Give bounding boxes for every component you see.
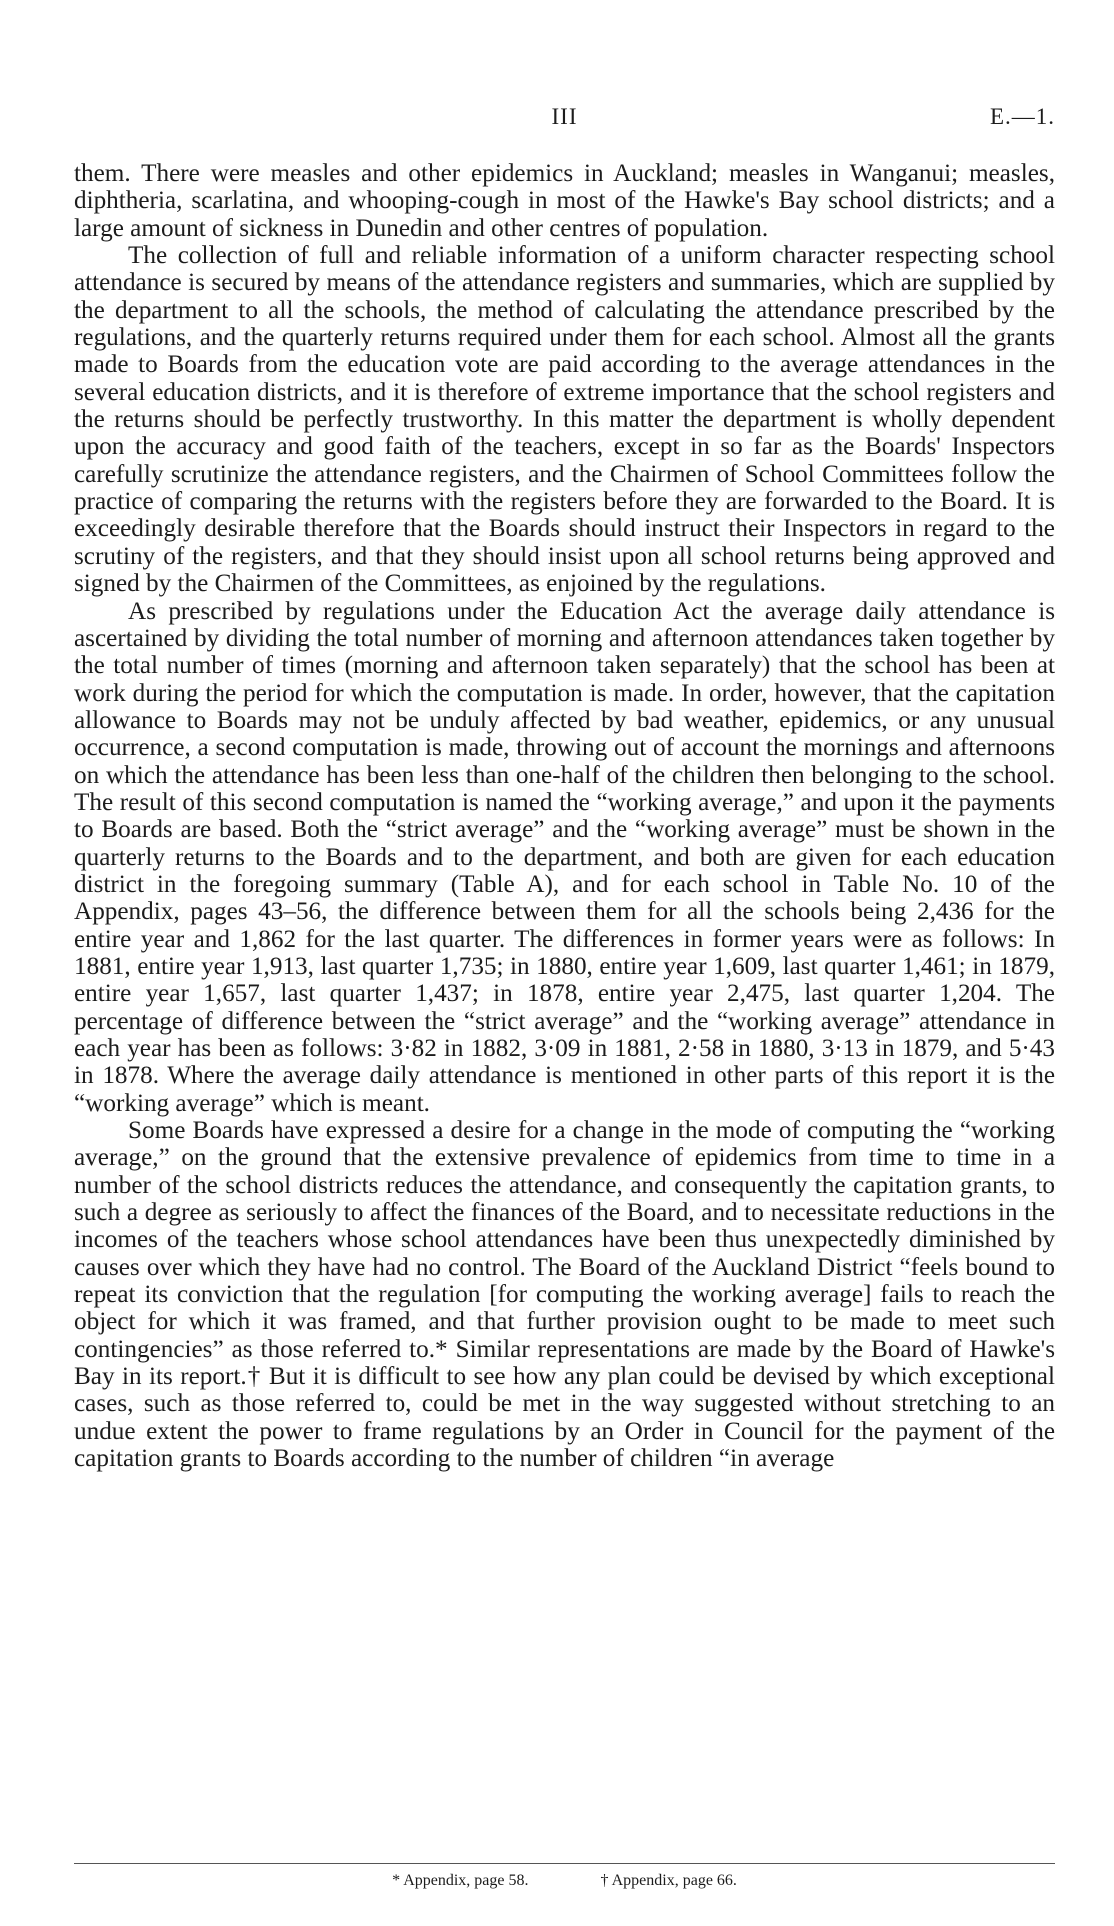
paragraph-working-average: As prescribed by regulations under the Education Act the average daily attendance is ascertained by dividing the total number of morning and afternoon attendances taken together by the total number of times (morning and afternoon taken separately) that the school has been at work during the period for which the computation is made. In order, however, that the capitation allowance to Boards may not be unduly affected by bad weather, epidemics, or any unusual occurrence, a second computation is made, throwing out of account the mornings and afternoons on which the attendance has been less than one-half of the children then belonging to the school. The result of this second computation is named the “working average,” and upon it the payments to Boards are based. Both the “strict average” and the “working average” must be shown in the quarterly returns to the Boards and to the department, and both are given for each education district in the foregoing summary (Table A), and for each school in Table No. 10 of the Appendix, pages 43–56, the difference between them for all the schools being 2,436 for the entire year and 1,862 for the last quarter. The differences in former years were as follows: In 1881, entire year 1,913, last quarter 1,735; in 1880, entire year 1,609, last quarter 1,461; in 1879, entire year 1,657, last quarter 1,437; in 1878, entire year 2,475, last quarter 1,204. The percentage of difference between the “strict average” and the “working average” attendance in each year has been as follows: 3·82 in 1882, 3·09 in 1881, 2·58 in 1880, 3·13 in 1879, and 5·43 in 1878. Where the average daily attendance is mentioned in other parts of this report it is the “working average” which is meant.	[74, 597, 1055, 1117]
footnotes	[74, 1872, 1055, 1890]
page-header	[74, 104, 1055, 134]
footnote-divider	[74, 1863, 1055, 1864]
page-number: III	[551, 104, 578, 129]
footnote-2: † Appendix, page 66.	[600, 1872, 737, 1889]
body-text	[74, 160, 1055, 1473]
paragraph-boards-request: Some Boards have expressed a desire for a change in the mode of computing the “working average,” on the ground that the extensive prevalence of epidemics from time to time in a number of the school districts reduces the attendance, and consequently the capitation grants, to such a degree as seriously to affect the finances of the Board, and to necessitate reductions in the incomes of the teachers whose school attendances have been thus unexpectedly diminished by causes over which they have had no control. The Board of the Auckland District “feels bound to repeat its conviction that the regulation [for computing the working average] fails to reach the object for which it was framed, and that further provision ought to be made to meet such contingencies” as those referred to.* Similar representations are made by the Board of Hawke's Bay in its report.† But it is difficult to see how any plan could be devised by which exceptional cases, such as those referred to, could be met in the way suggested without stretching to an undue extent the power to frame regulations by an Order in Council for the payment of the capitation grants to Boards according to the number of children “in average	[74, 1117, 1055, 1473]
paragraph-continuation: them. There were measles and other epidemics in Auckland; measles in Wanganui; measles, diphtheria, scarlatina, and whooping-cough in most of the Hawke's Bay school districts; and a large amount of sickness in Dunedin and other centres of population.	[74, 160, 1055, 242]
paragraph-attendance-registers: The collection of full and reliable information of a uniform character respecting school attendance is secured by means of the attendance registers and summaries, which are supplied by the department to all the schools, the method of calculating the attendance prescribed by the regulations, and the quarterly returns required under them for each school. Almost all the grants made to Boards from the education vote are paid according to the average attendances in the several education districts, and it is therefore of extreme importance that the school registers and the returns should be perfectly trustworthy. In this matter the department is wholly dependent upon the accuracy and good faith of the teachers, except in so far as the Boards' Inspectors carefully scrutinize the attendance registers, and the Chairmen of School Committees follow the practice of comparing the returns with the registers before they are forwarded to the Board. It is exceedingly desirable therefore that the Boards should instruct their Inspectors in regard to the scrutiny of the registers, and that they should insist upon all school returns being approved and signed by the Chairmen of the Committees, as enjoined by the regulations.	[74, 242, 1055, 598]
footnote-1: * Appendix, page 58.	[392, 1872, 529, 1889]
document-reference: E.—1.	[989, 104, 1055, 129]
